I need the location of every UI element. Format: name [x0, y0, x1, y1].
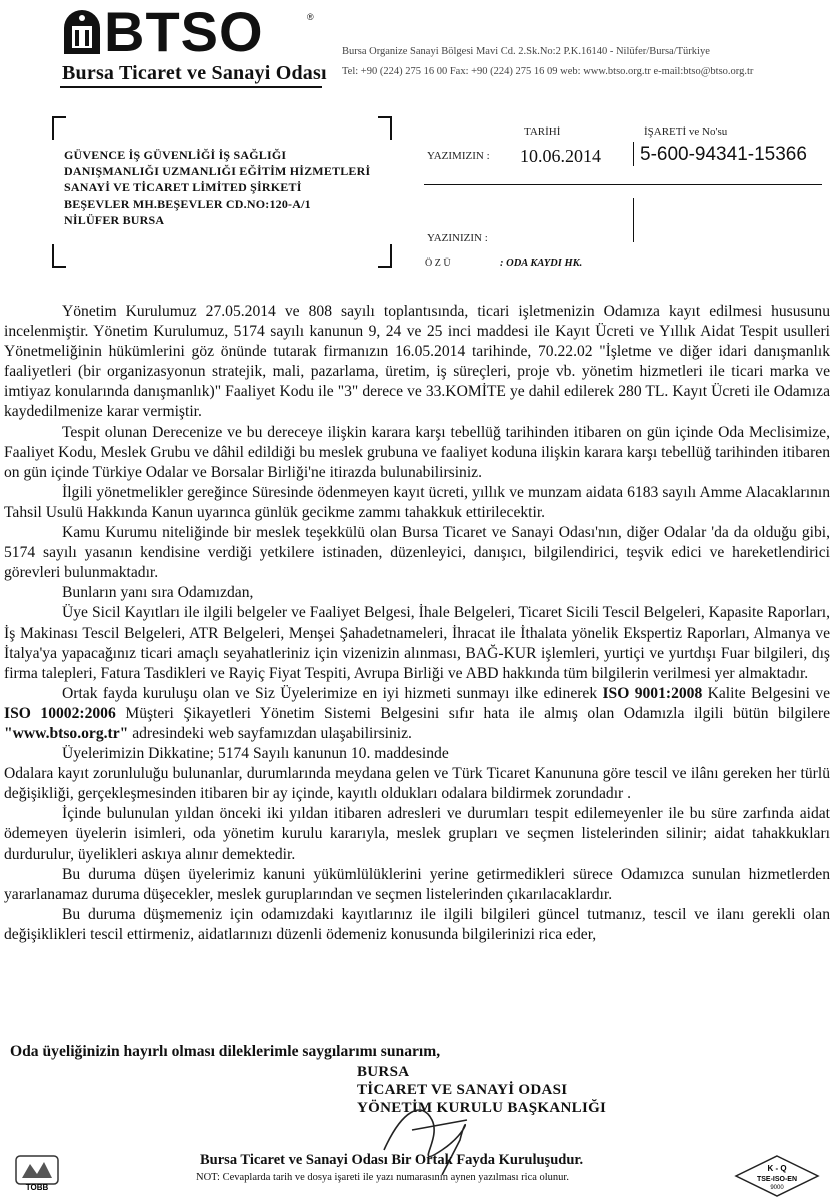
- letter-date: 10.06.2014: [520, 146, 601, 166]
- recipient-line-5: NİLÜFER BURSA: [64, 213, 165, 227]
- signature-line-1: BURSA: [357, 1064, 410, 1080]
- bracket-corner-top-right: [378, 116, 392, 140]
- iso-text-post: adresindeki web sayfamızdan ulaşabilirsiniz.: [128, 724, 412, 742]
- recipient-line-1: GÜVENCE İŞ GÜVENLİĞİ İŞ SAĞLIĞI: [64, 148, 287, 162]
- signature-line-2: TİCARET VE SANAYİ ODASI: [357, 1082, 568, 1098]
- btso-emblem-logo: [60, 8, 104, 58]
- reference-separator-line: [424, 184, 822, 185]
- iso-text-pre: Ortak fayda kuruluşu olan ve Siz Üyelerimize en iyi hizmeti sunmayı ilke edinerek: [62, 684, 603, 702]
- body-paragraph-8: Üyelerimizin Dikkatine; 5174 Sayılı kanunun 10. maddesinde: [62, 745, 449, 763]
- body-paragraph-4: Kamu Kurumu niteliğinde bir meslek teşekkülü olan Bursa Ticaret ve Sanayi Odası'nın, diğer Odalar 'da da olduğu gibi, 5174 sayılı yasanın kendisine verdiği yetkilere istinaden, düzenleyici, danışıcı, bilgilendirici, teşvik edici ve hareketlendirici görevleri bulunmaktadır.: [4, 524, 830, 582]
- organization-name: Bursa Ticaret ve Sanayi Odası: [62, 62, 327, 84]
- cert-line-1: K - Q: [767, 1164, 787, 1173]
- website-link[interactable]: "www.btso.org.tr": [4, 724, 129, 742]
- your-letter-label: YAZINIZIN :: [427, 232, 488, 244]
- iso-text-mid2: Müşteri Şikayetleri Yönetim Sistemi Belgesini sıfır hata ile almış olan Odamızla ilgili bütün bilgilere: [115, 704, 830, 722]
- recipient-line-4: BEŞEVLER MH.BEŞEVLER CD.NO:120-A/1: [64, 197, 311, 211]
- iso-10002-label: ISO 10002:2006: [4, 704, 116, 722]
- tse-certification-logo: [734, 1154, 820, 1198]
- signature-line-3: YÖNETİM KURULU BAŞKANLIĞI: [357, 1100, 607, 1116]
- registered-mark: ®: [307, 12, 314, 22]
- reference-divider-lower: [633, 198, 634, 242]
- reference-number: 5-600-94341-15366: [640, 144, 807, 165]
- subject-label: Ö Z Ü: [425, 258, 451, 269]
- body-paragraph-5: Bunların yanı sıra Odamızdan,: [62, 584, 254, 602]
- letterhead-contact: Tel: +90 (224) 275 16 00 Fax: +90 (224) 275 16 09 web: www.btso.org.tr e-mail:btso@btso.org.tr: [342, 66, 754, 77]
- cert-line-2: TSE-ISO-EN: [756, 1176, 798, 1183]
- recipient-line-2: DANIŞMANLIĞI UZMANLIĞI EĞİTİM HİZMETLERİ: [64, 164, 371, 178]
- body-paragraph-12: Bu duruma düşmemeniz için odamızdaki kayıtlarınız ile ilgili bilgileri güncel tutmanız, tescil ve ilanı gerekli olan değişiklikleri tescil ettirmeniz, aidatlarınızı düzenli ödemeniz konusunda bilgilerinizi rica eder,: [4, 905, 830, 943]
- letter-body: [4, 302, 830, 945]
- bracket-corner-top-left: [52, 116, 66, 140]
- our-letter-label: YAZIMIZIN :: [427, 150, 490, 162]
- footer-nb: NOT: Cevaplarda tarih ve dosya işareti ile yazı numarasının aynen yazılması rica olunur.: [196, 1172, 569, 1183]
- body-paragraph-iso: [4, 684, 830, 744]
- iso-9001-label: ISO 9001:2008: [602, 684, 703, 702]
- reference-number-label: İŞARETİ ve No'su: [644, 126, 728, 138]
- reference-divider: [633, 142, 634, 166]
- body-paragraph-9: Odalara kayıt zorunluluğu bulunanlar, durumlarında meydana gelen ve Türk Ticaret Kanununa göre tescil ve ilânı gereken her türlü değişikliği, gerçekleşmesinden itibaren bir ay içinde, kayıtlı oldukları odalara bildirmek zorundadır .: [4, 765, 830, 803]
- subject-text: : ODA KAYDI HK.: [500, 258, 583, 269]
- brand-wordmark: BTSO: [104, 0, 264, 63]
- body-paragraph-3: İlgili yönetmelikler gereğince Süresinde ödenmeyen kayıt ücreti, yıllık ve munzam aidata 6183 sayılı Amme Alacaklarının Tahsil Usulü Hakkında Kanun uyarınca günlük gecikme zammı tahakkuk ettirilecektir.: [4, 483, 830, 521]
- cert-line-3: 9000: [770, 1185, 784, 1191]
- bracket-corner-bottom-right: [378, 244, 392, 268]
- tobb-logo: [14, 1152, 60, 1192]
- tobb-logo-text: TOBB: [25, 1183, 49, 1192]
- body-paragraph-11: Bu duruma düşen üyelerimiz kanuni yükümlülüklerini yerine getirmedikleri sürece Odamızca sunulan hizmetlerden yararlanamaz duruma düşecekler, meslek guruplarından ve seçmen listelerinden çıkarılacaklardır.: [4, 865, 830, 903]
- body-paragraph-2: Tespit olunan Derecenize ve bu dereceye ilişkin karara karşı tebellüğ tarihinden itibaren on gün içinde Oda Meclisimize, Faaliyet Kodu, Meslek Grubu ve dâhil edildiği bu meslek grubuna ve faaliyet koduna ilişkin karara karşı tebellüğ tarihinden itibaren on gün içinde Türkiye Odalar ve Borsalar Birliği'ne itirazda bulunabilirsiniz.: [4, 423, 830, 481]
- bracket-corner-bottom-left: [52, 244, 66, 268]
- closing-line: Oda üyeliğinizin hayırlı olması dileklerimle saygılarımı sunarım,: [10, 1043, 441, 1060]
- body-paragraph-10: İçinde bulunulan yıldan önceki iki yıldan itibaren adresleri ve durumları tespit edilemeyenler ile bu süre zarfında aidat ödemeyen üyelerin isimleri, oda yönetim kurulu kararıyla, meslek grupları ve seçmen listelerinden silinir; aidat tahakkukları durdurulur, üyelikleri askıya alınır demektedir.: [4, 805, 830, 863]
- footer-note: Bursa Ticaret ve Sanayi Odası Bir Ortak Fayda Kuruluşudur.: [200, 1152, 584, 1168]
- body-paragraph-1: Yönetim Kurulumuz 27.05.2014 ve 808 sayılı toplantısında, ticari işletmenizin Odamıza kayıt edilmesi hususunu incelenmiştir. Yönetim Kurulumuz, 5174 sayılı kanunun 9, 24 ve 25 inci maddesi ile Kayıt Ücreti ve Yıllık Aidat Tespit usulleri Yönetmeliğinin hükümlerini göz önünde tutarak firmanızın 16.05.2014 tarihinde, 70.22.02 "İşletme ve diğer idari danışmanlık faaliyetleri (bir organizasyonun stratejik, mali, pazarlama, üretim, iş süreçleri, proje vb. yönetim hizmetleri ile ticari marka ve imtiyaz konularında danışmanlık)" Faaliyet Kodu ile "3" derece ve 33.KOMİTE ye dahil edilerek 280 TL. Kayıt Ücreti ile Odamıza kaydedilmenize karar vermiştir.: [4, 303, 830, 421]
- date-label: TARİHİ: [524, 126, 561, 138]
- body-paragraph-6: Üye Sicil Kayıtları ile ilgili belgeler ve Faaliyet Belgesi, İhale Belgeleri, Ticaret Sicili Tescil Belgeleri, Kapasite Raporları, İş Makinası Tescil Belgeleri, ATR Belgeleri, Menşei Şahadetnameleri, İhracat ile İthalata yönelik Ekspertiz Raporları, Almanya ve İtalya'ya yapacağınız ticari amaçlı seyahatleriniz için vizenizin alınması, BAĞ-KUR işlemleri, yurtiçi ve yurtdışı Fuar bilgileri, dış firma talepleri, Fatura Tasdikleri ve Rayiç Fiyat Tespiti, Avrupa Birliği ve ABD hakkında tüm bilgilerin verilmesi yer almaktadır.: [4, 604, 830, 682]
- iso-text-mid1: Kalite Belgesini ve: [702, 684, 830, 702]
- letterhead-address: Bursa Organize Sanayi Bölgesi Mavi Cd. 2.Sk.No:2 P.K.16140 - Nilüfer/Bursa/Türkiye: [342, 46, 710, 57]
- letterhead-underline: [60, 86, 322, 88]
- recipient-line-3: SANAYİ VE TİCARET LİMİTED ŞİRKETİ: [64, 180, 302, 194]
